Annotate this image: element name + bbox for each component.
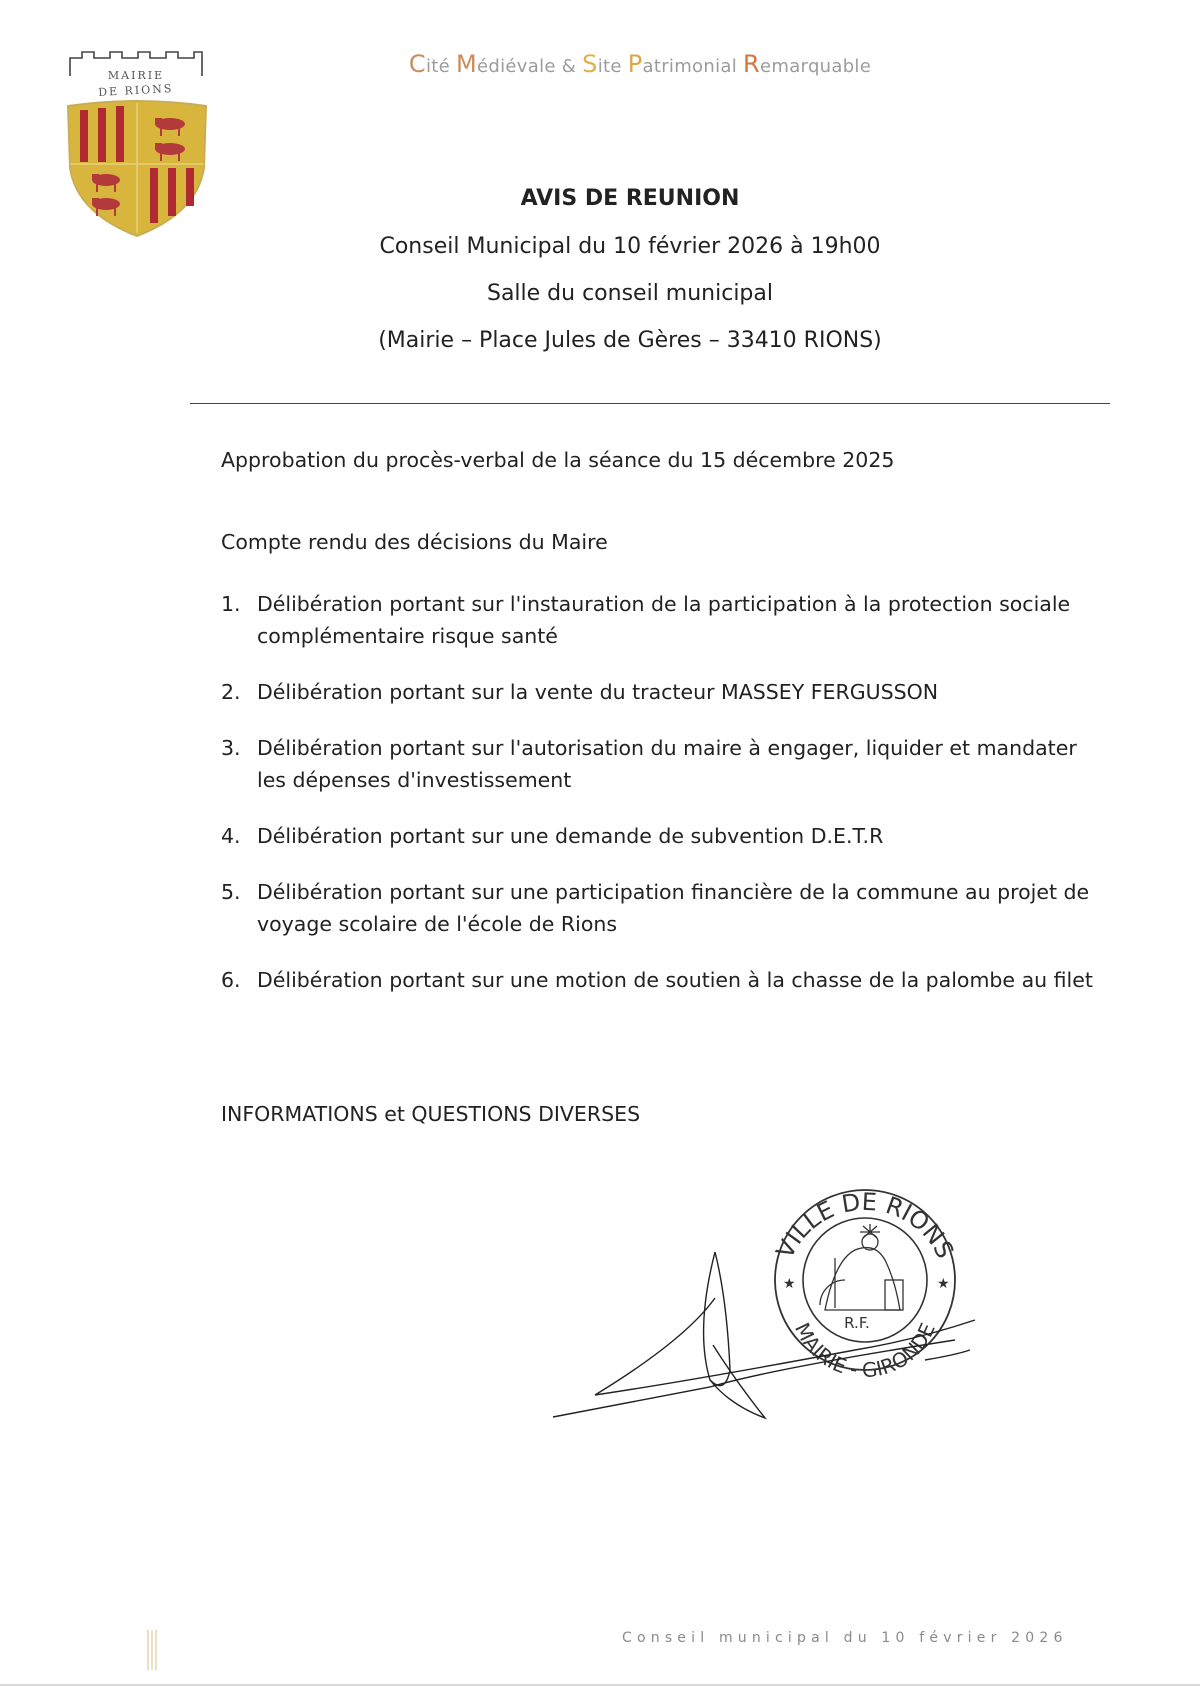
- footer-decorative-bars: [145, 1630, 161, 1670]
- agenda-item: [221, 820, 1111, 852]
- tagline-word: Site: [582, 50, 628, 78]
- tagline-initial: M: [456, 50, 478, 78]
- meeting-address-line: (Mairie – Place Jules de Gères – 33410 RIONS): [378, 328, 882, 353]
- agenda-item: [221, 676, 1111, 708]
- tagline-initial: S: [582, 50, 598, 78]
- item-text: Délibération portant sur la vente du tracteur MASSEY FERGUSSON: [257, 680, 939, 704]
- tagline-word: Patrimonial: [627, 50, 744, 78]
- marianne-figure-icon: [820, 1224, 903, 1310]
- approbation-line: Approbation du procès-verbal de la séance du 15 décembre 2025: [221, 448, 895, 472]
- agenda-list: [221, 588, 1111, 1020]
- stamp-top-text: VILLE DE RIONS: [770, 1187, 960, 1263]
- tagline-initial: C: [408, 50, 426, 78]
- meeting-date-line: Conseil Municipal du 10 février 2026 à 19h00: [379, 234, 881, 259]
- item-number: 6.: [221, 968, 241, 992]
- item-text: Délibération portant sur une motion de soutien à la chasse de la palombe au filet: [257, 968, 1093, 992]
- svg-text:DE RIONS: DE RIONS: [97, 82, 174, 99]
- star-icon: ★: [937, 1276, 950, 1292]
- item-number: 4.: [221, 824, 241, 848]
- item-text: Délibération portant sur l'autorisation du maire à engager, liquider et mandater les dépenses d'investissement: [257, 736, 1077, 792]
- agenda-item: [221, 964, 1111, 996]
- header-tagline: [0, 50, 1200, 78]
- item-number: 3.: [221, 736, 241, 760]
- item-number: 1.: [221, 592, 241, 616]
- tagline-initial: R: [743, 50, 761, 78]
- official-stamp-and-signature: [535, 1180, 985, 1430]
- item-number: 2.: [221, 680, 241, 704]
- agenda-item: [221, 876, 1111, 940]
- star-icon: ★: [783, 1276, 796, 1292]
- stamp-center-text: R.F.: [844, 1314, 870, 1332]
- agenda-item: [221, 588, 1111, 652]
- meeting-room-line: Salle du conseil municipal: [486, 281, 773, 306]
- item-text: Délibération portant sur une participation financière de la commune au projet de voyage scolaire de l'école de Rions: [257, 880, 1090, 936]
- item-text: Délibération portant sur l'instauration de la participation à la protection sociale complémentaire risque santé: [257, 592, 1071, 648]
- stamp-bottom-text: MAIRIE - GIRONDE: [790, 1318, 940, 1383]
- svg-text:MAIRIE: MAIRIE: [107, 69, 165, 82]
- informations-heading: INFORMATIONS et QUESTIONS DIVERSES: [221, 1102, 641, 1126]
- footer-text: Conseil municipal du 10 février 2026: [622, 1630, 1068, 1646]
- notice-title: AVIS DE REUNION: [520, 186, 740, 211]
- agenda-item: [221, 732, 1111, 796]
- compte-rendu-line: Compte rendu des décisions du Maire: [221, 530, 608, 554]
- item-number: 5.: [221, 880, 241, 904]
- tagline-word: Médiévale &: [456, 50, 583, 78]
- tagline-word: Remarquable: [743, 50, 872, 78]
- horizontal-divider: [190, 403, 1110, 404]
- page-bottom-edge: [0, 1684, 1200, 1686]
- item-text: Délibération portant sur une demande de subvention D.E.T.R: [257, 824, 884, 848]
- tagline-initial: P: [627, 50, 643, 78]
- tagline-word: Cité: [408, 50, 456, 78]
